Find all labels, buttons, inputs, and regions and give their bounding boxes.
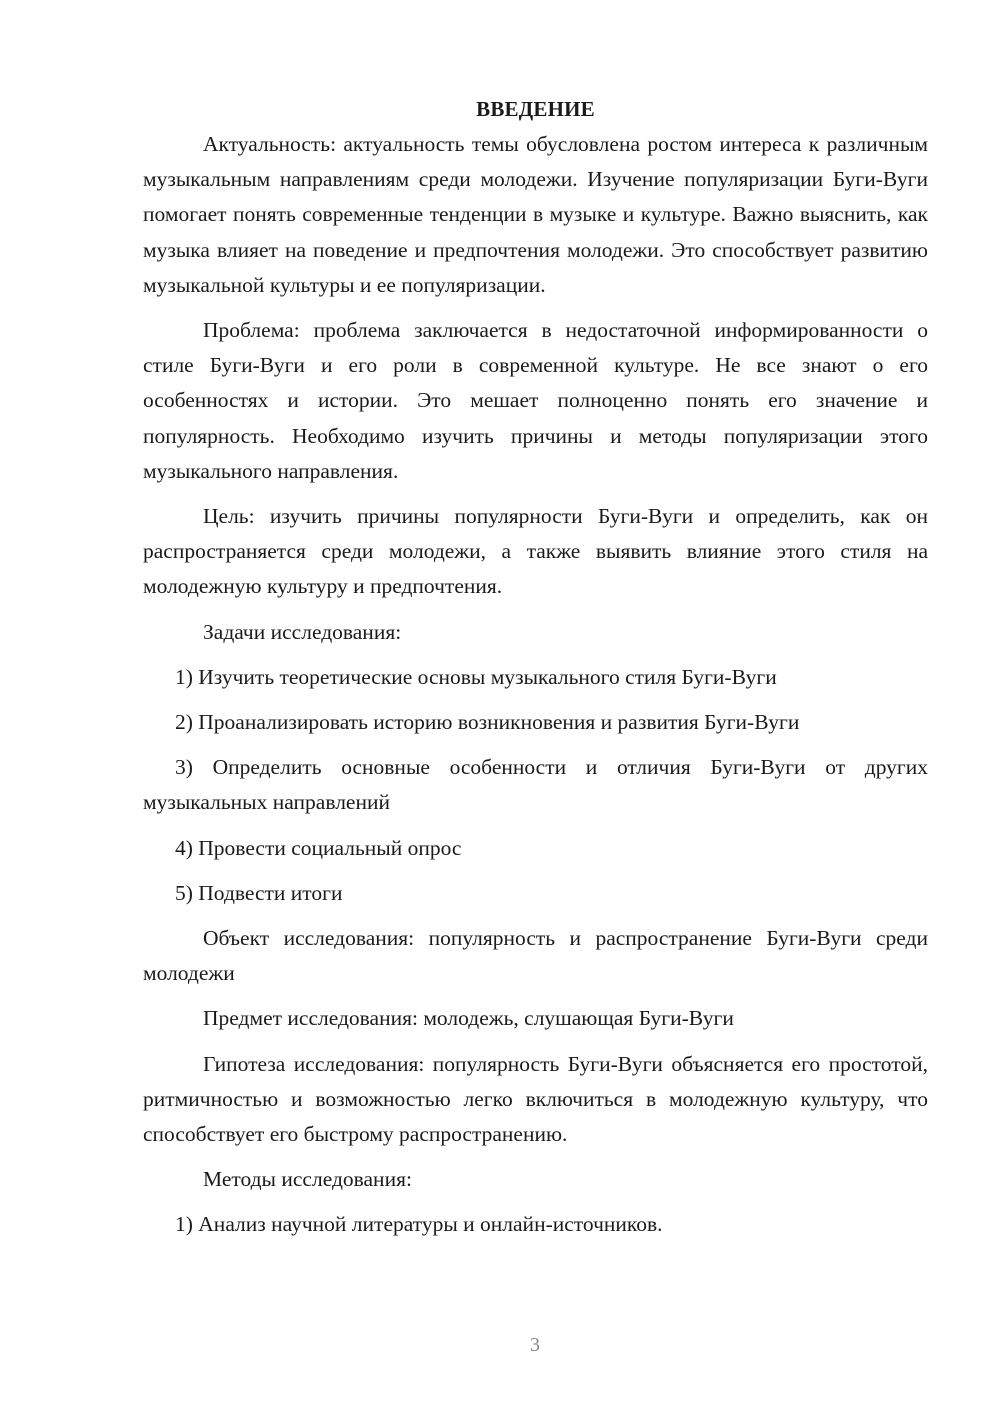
methods-heading: Методы исследования: [203, 1167, 412, 1192]
list-item: 3) Определить основные особенности и отличия Буги-Вуги от других музыкальных направлений [143, 755, 928, 815]
paragraph-subject: Предмет исследования: молодежь, слушающая Буги-Вуги [203, 1006, 734, 1031]
paragraph-relevance: Актуальность: актуальность темы обусловлена ростом интереса к различным музыкальным направлениям среди молодежи. Изучение популяризации Буги-Вуги помогает понять современные тенденции в музыке и культуре. Важно выяснить, как музыка влияет на поведение и предпочтения молодежи. Это способствует развитию музыкальной культуры и ее популяризации. [143, 132, 928, 297]
list-item: 1) Анализ научной литературы и онлайн-источников. [175, 1212, 663, 1237]
list-item: 1) Изучить теоретические основы музыкального стиля Буги-Вуги [175, 664, 777, 689]
tasks-heading: Задачи исследования: [203, 619, 402, 644]
list-item: 5) Подвести итоги [175, 880, 343, 905]
methods-list [143, 1207, 928, 1242]
document-page [143, 92, 928, 1253]
paragraph-goal: Цель: изучить причины популярности Буги-Вуги и определить, как он распространяется среди молодежи, а также выявить влияние этого стиля на молодежную культуру и предпочтения. [143, 504, 928, 599]
tasks-list [143, 660, 928, 911]
paragraph-hypothesis: Гипотеза исследования: популярность Буги-Вуги объясняется его простотой, ритмичностью и возможностью легко включиться в молодежную культуру, что способствует его быстрому распространению. [143, 1051, 928, 1147]
page-number: 3 [530, 1334, 540, 1356]
paragraph-object: Объект исследования: популярность и распространение Буги-Вуги среди молодежи [143, 926, 928, 986]
list-item: 2) Проанализировать историю возникновения и развития Буги-Вуги [175, 710, 800, 735]
list-item: 4) Провести социальный опрос [175, 835, 462, 860]
page-title: ВВЕДЕНИЕ [476, 97, 595, 121]
paragraph-problem: Проблема: проблема заключается в недостаточной информированности о стиле Буги-Вуги и его роли в современной культуре. Не все знают о его особенностях и истории. Это мешает полноценно понять его значение и популярность. Необходимо изучить причины и методы популяризации этого музыкального направления. [143, 318, 928, 483]
